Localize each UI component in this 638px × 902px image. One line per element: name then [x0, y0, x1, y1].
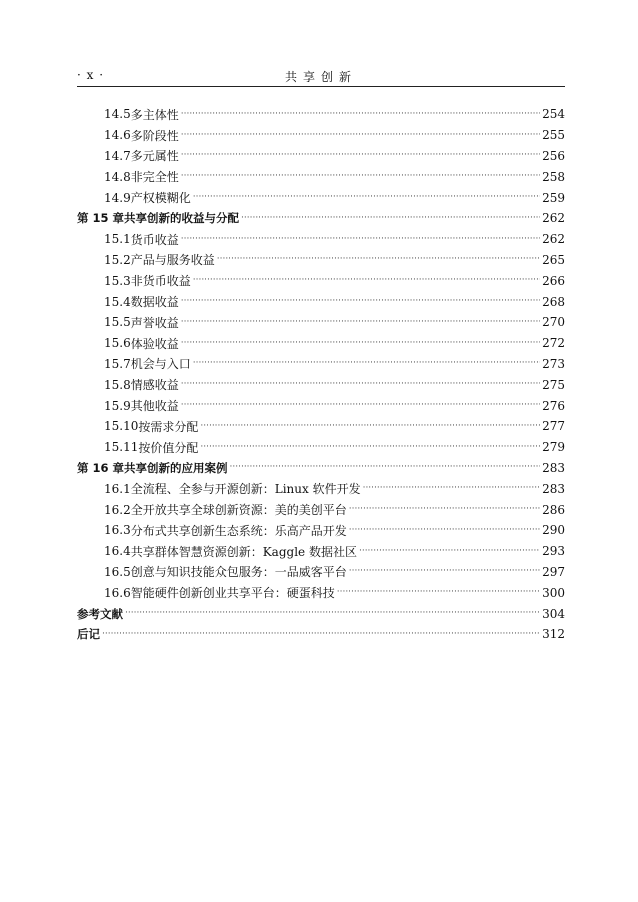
toc-section-entry[interactable] [77, 395, 565, 416]
toc-chapter-entry[interactable] [77, 624, 565, 645]
dot-leader [181, 380, 540, 389]
toc-entry-page: 290 [542, 523, 565, 538]
dot-leader [181, 151, 540, 160]
dot-leader [217, 255, 540, 264]
dot-leader [181, 401, 540, 410]
toc-entry-title: 声誉收益 [130, 315, 179, 330]
toc-entry-number: 16.6 [104, 585, 131, 600]
toc-entry-number: 16.5 [104, 564, 131, 579]
dot-leader [181, 318, 540, 327]
toc-entry-number: 15.3 [104, 273, 131, 288]
toc-entry-number: 15.4 [104, 294, 131, 309]
dot-leader [241, 214, 540, 223]
toc-entry-page: 293 [542, 544, 565, 559]
toc-entry-page: 283 [542, 460, 565, 475]
toc-entry-page: 286 [542, 502, 565, 517]
dot-leader [193, 359, 540, 368]
toc-entry-page: 262 [542, 232, 565, 247]
toc-entry-page: 254 [542, 107, 565, 122]
dot-leader [337, 588, 540, 597]
toc-section-entry[interactable] [77, 478, 565, 499]
dot-leader [200, 422, 540, 431]
toc-entry-title: 其他收益 [130, 399, 179, 414]
toc-entry-title: 机会与入口 [130, 357, 191, 372]
toc-section-entry[interactable] [77, 374, 565, 395]
dot-leader [359, 547, 540, 556]
toc-entry-page: 283 [542, 481, 565, 496]
toc-section-entry[interactable] [77, 562, 565, 583]
dot-leader [181, 235, 540, 244]
dot-leader [102, 630, 540, 639]
toc-section-entry[interactable] [77, 250, 565, 271]
toc-entry-title: 产权模糊化 [130, 191, 191, 206]
table-of-contents [77, 104, 565, 645]
toc-entry-title: 共享创新的收益与分配 [124, 211, 240, 226]
dot-leader [363, 484, 541, 493]
toc-entry-page: 277 [542, 419, 565, 434]
toc-section-entry[interactable] [77, 416, 565, 437]
dot-leader [349, 526, 540, 535]
toc-entry-title: 参考文献 [77, 606, 123, 621]
dot-leader [181, 339, 540, 348]
dot-leader [181, 172, 540, 181]
toc-entry-number: 16.1 [104, 481, 131, 496]
toc-entry-number: 14.5 [104, 107, 131, 122]
toc-entry-title: 多元属性 [130, 149, 179, 164]
toc-entry-page: 258 [542, 169, 565, 184]
toc-section-entry[interactable] [77, 582, 565, 603]
toc-entry-title: 非货币收益 [130, 274, 191, 289]
toc-entry-title: 共享群体智慧资源创新：Kaggle 数据社区 [130, 544, 357, 559]
toc-entry-title: 体验收益 [130, 336, 179, 351]
dot-leader [200, 443, 540, 452]
toc-entry-number: 16.4 [104, 544, 131, 559]
toc-entry-title: 分布式共享创新生态系统：乐高产品开发 [130, 523, 347, 538]
toc-entry-number: 15.7 [104, 356, 131, 371]
toc-entry-page: 297 [542, 564, 565, 579]
toc-section-entry[interactable] [77, 270, 565, 291]
toc-entry-title: 全开放共享全球创新资源：美的美创平台 [130, 503, 347, 518]
toc-entry-number: 15.11 [104, 440, 139, 455]
dot-leader [181, 110, 540, 119]
toc-entry-number: 15.10 [104, 419, 139, 434]
toc-entry-number: 14.9 [104, 190, 131, 205]
dot-leader [230, 463, 541, 472]
toc-section-entry[interactable] [77, 499, 565, 520]
toc-entry-number: 14.7 [104, 148, 131, 163]
toc-chapter-entry[interactable] [77, 458, 565, 479]
toc-entry-page: 304 [542, 606, 565, 621]
toc-entry-title: 数据收益 [130, 295, 179, 310]
toc-entry-title: 产品与服务收益 [130, 253, 215, 268]
toc-entry-number: 14.8 [104, 169, 131, 184]
toc-section-entry[interactable] [77, 166, 565, 187]
toc-entry-number: 第 15 章 [77, 211, 125, 226]
toc-entry-page: 265 [542, 252, 565, 267]
toc-entry-page: 255 [542, 128, 565, 143]
toc-entry-page: 270 [542, 315, 565, 330]
toc-entry-title: 后记 [77, 627, 100, 642]
dot-leader [349, 567, 540, 576]
toc-section-entry[interactable] [77, 125, 565, 146]
toc-entry-number: 15.5 [104, 315, 131, 330]
toc-entry-title: 按价值分配 [138, 440, 199, 455]
toc-entry-page: 262 [542, 211, 565, 226]
toc-entry-number: 16.2 [104, 502, 131, 517]
dot-leader [125, 609, 540, 618]
toc-entry-title: 多阶段性 [130, 128, 179, 143]
toc-entry-page: 259 [542, 190, 565, 205]
toc-entry-number: 15.1 [104, 232, 131, 247]
toc-chapter-entry[interactable] [77, 208, 565, 229]
toc-entry-title: 智能硬件创新创业共享平台：硬蛋科技 [130, 586, 335, 601]
toc-entry-page: 266 [542, 273, 565, 288]
dot-leader [181, 297, 540, 306]
toc-entry-title: 共享创新的应用案例 [124, 460, 228, 475]
running-title: 共享创新 [284, 70, 357, 84]
toc-section-entry[interactable] [77, 354, 565, 375]
toc-entry-page: 279 [542, 440, 565, 455]
toc-entry-number: 第 16 章 [77, 460, 125, 475]
toc-entry-page: 275 [542, 377, 565, 392]
toc-entry-page: 256 [542, 148, 565, 163]
toc-entry-title: 非完全性 [130, 170, 179, 185]
toc-section-entry[interactable] [77, 520, 565, 541]
running-header [77, 66, 565, 87]
toc-entry-title: 货币收益 [130, 232, 179, 247]
page-number: · x · [77, 68, 105, 82]
toc-section-entry[interactable] [77, 187, 565, 208]
dot-leader [193, 193, 540, 202]
toc-entry-page: 268 [542, 294, 565, 309]
toc-chapter-entry[interactable] [77, 603, 565, 624]
toc-entry-number: 15.9 [104, 398, 131, 413]
toc-entry-title: 情感收益 [130, 378, 179, 393]
toc-entry-number: 16.3 [104, 523, 131, 538]
dot-leader [349, 505, 540, 514]
toc-entry-page: 272 [542, 336, 565, 351]
dot-leader [193, 276, 540, 285]
toc-entry-title: 按需求分配 [138, 419, 199, 434]
toc-entry-number: 15.8 [104, 377, 131, 392]
toc-section-entry[interactable] [77, 541, 565, 562]
toc-section-entry[interactable] [77, 229, 565, 250]
toc-entry-title: 创意与知识技能众包服务：一品威客平台 [130, 565, 347, 580]
toc-entry-number: 15.2 [104, 252, 131, 267]
toc-entry-title: 多主体性 [130, 107, 179, 122]
toc-section-entry[interactable] [77, 104, 565, 125]
dot-leader [181, 131, 540, 140]
toc-entry-number: 14.6 [104, 128, 131, 143]
toc-section-entry[interactable] [77, 312, 565, 333]
toc-entry-title: 全流程、全参与开源创新：Linux 软件开发 [130, 482, 361, 497]
toc-section-entry[interactable] [77, 146, 565, 167]
toc-section-entry[interactable] [77, 291, 565, 312]
toc-entry-page: 300 [542, 585, 565, 600]
toc-entry-page: 273 [542, 356, 565, 371]
toc-section-entry[interactable] [77, 333, 565, 354]
toc-entry-number: 15.6 [104, 336, 131, 351]
toc-entry-page: 276 [542, 398, 565, 413]
toc-entry-page: 312 [542, 627, 565, 642]
toc-section-entry[interactable] [77, 437, 565, 458]
